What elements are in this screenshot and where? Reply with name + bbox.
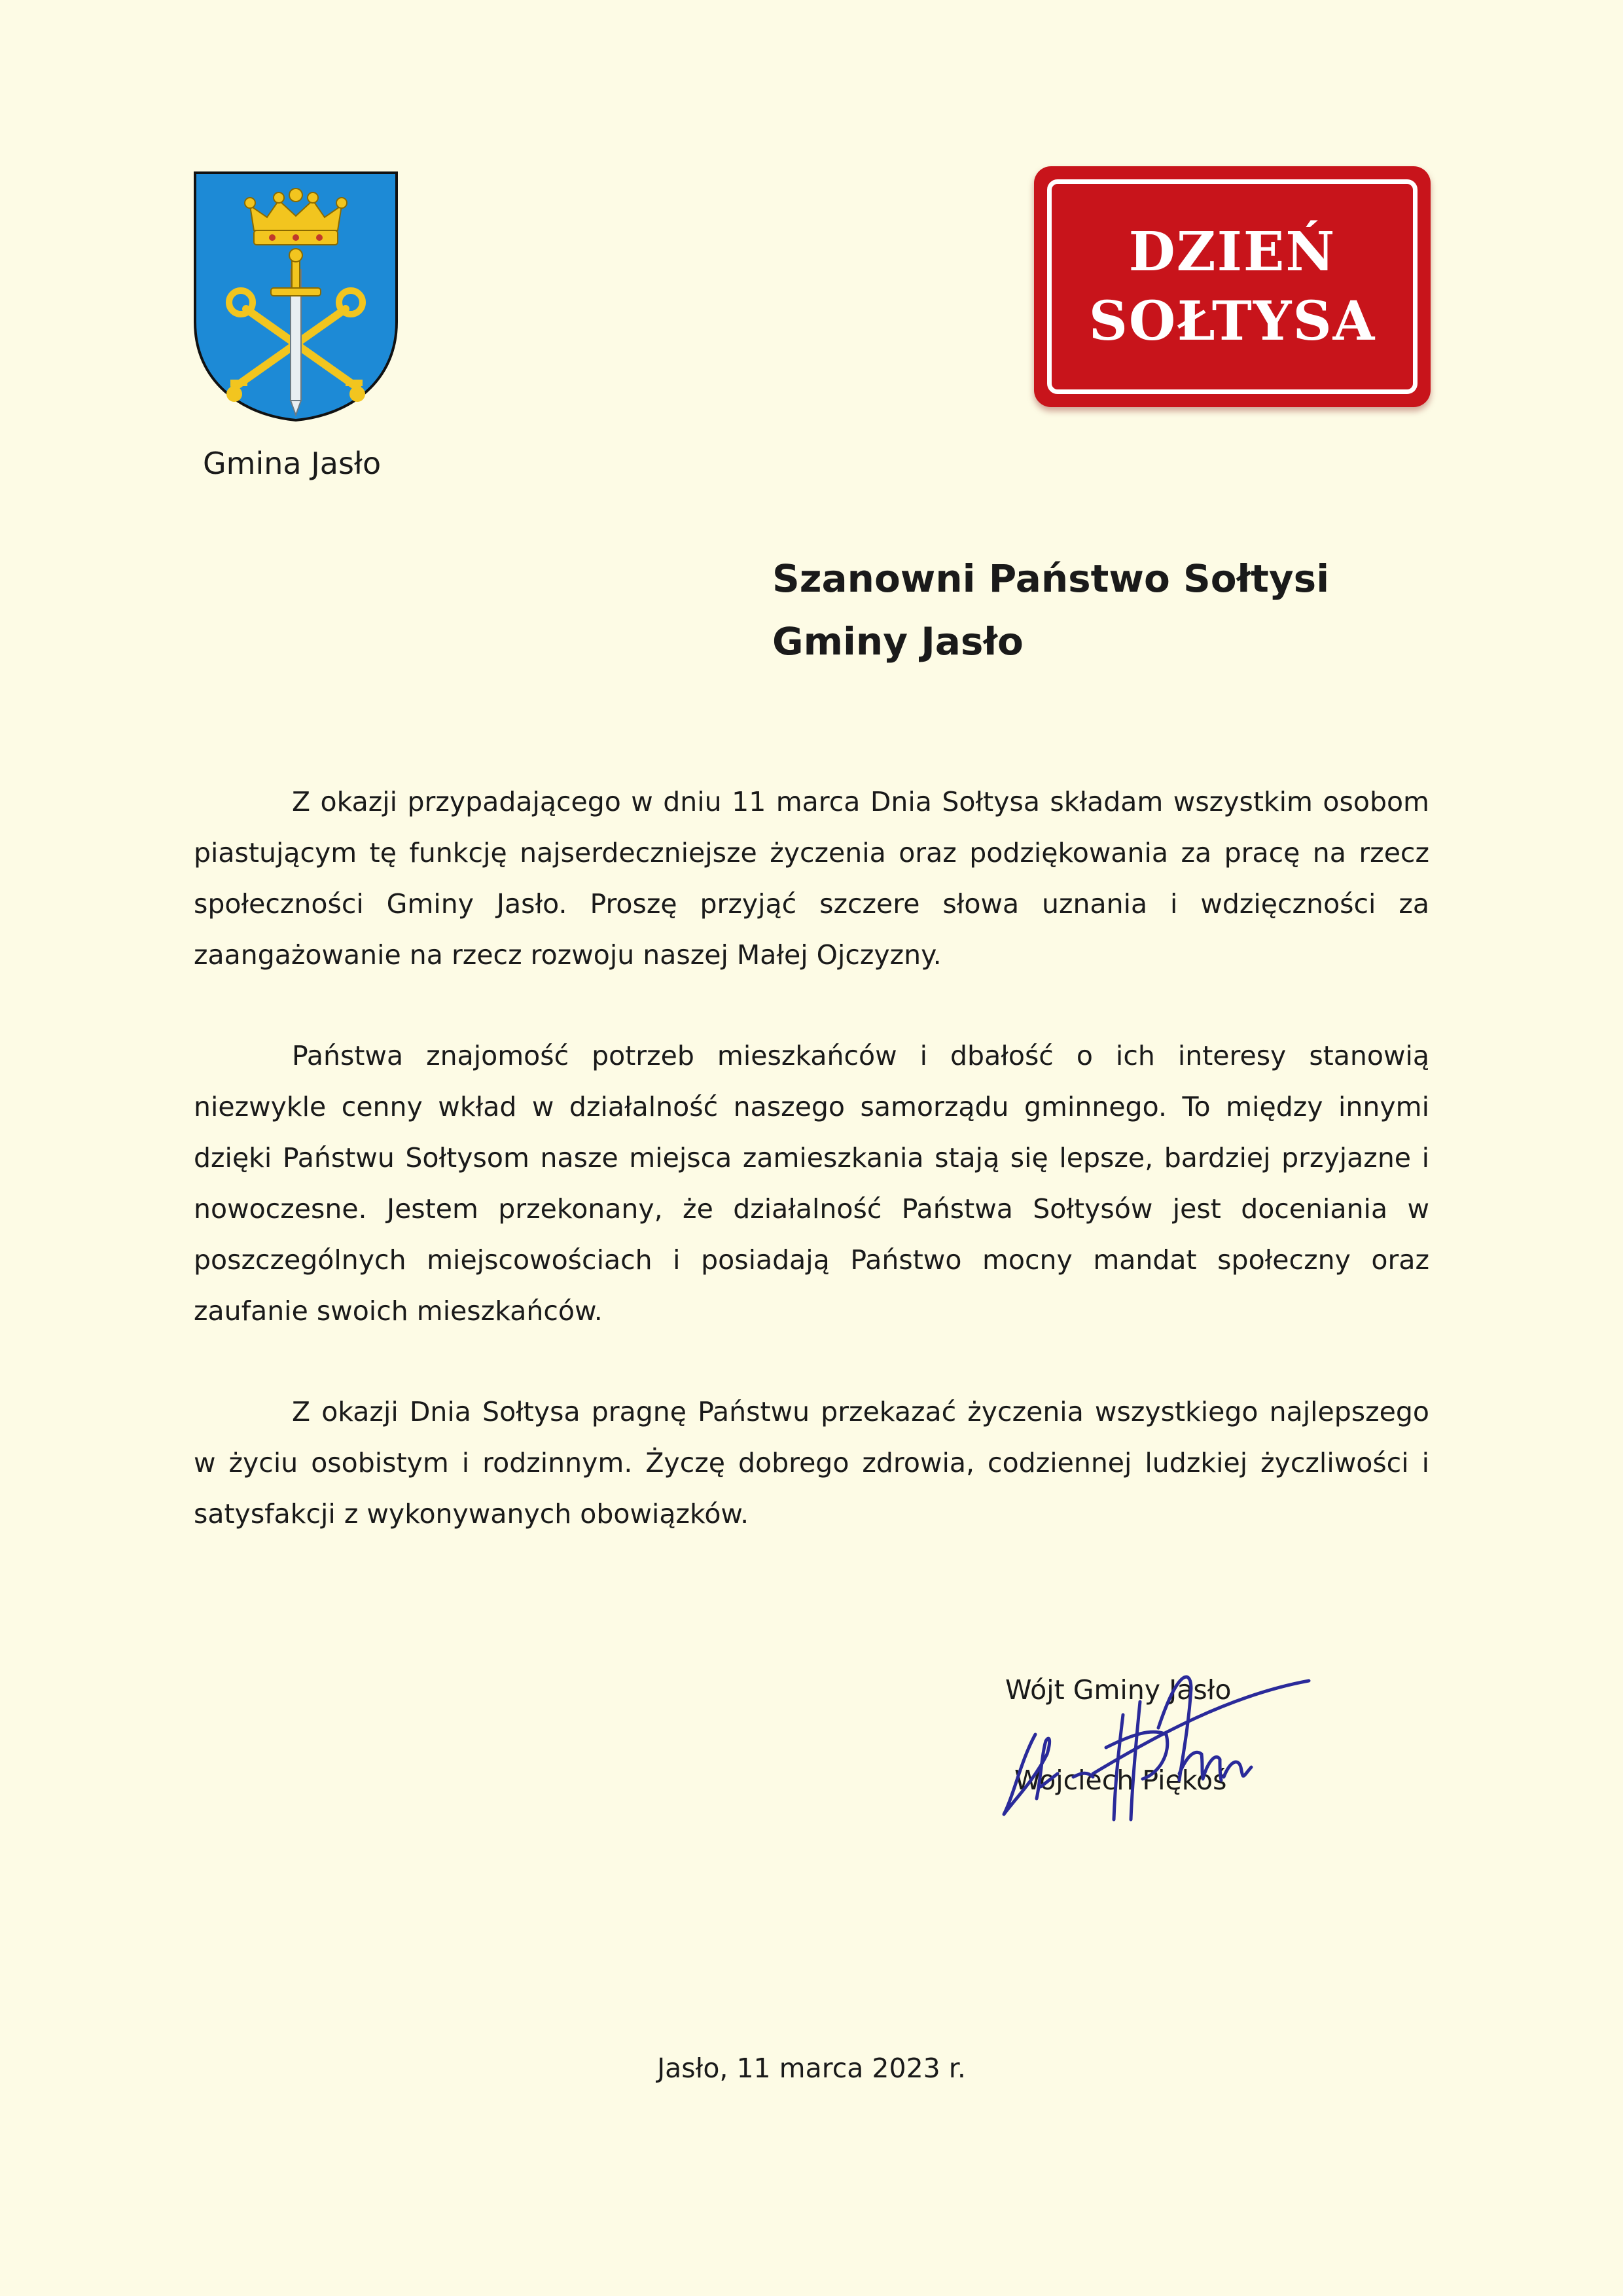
salutation-heading [772,547,1329,673]
paragraph-2: Państwa znajomość potrzeb mieszkańców i dbałość o ich interesy stanowią niezwykle cenny wkład w działalność naszego samorządu gminnego. To między innymi dzięki Państwu Sołtysom nasze miejsca zamieszkania stają się lepsze, bardziej przyjazne i nowoczesne. Jestem przekonany, że działalność Państwa Sołtysów jest doceniania w poszczególnych miejscowościach i posiadają Państwo mocny mandat społeczny oraz zaufanie swoich mieszkańców. [194,1040,1429,1327]
salutation-line-1: Szanowni Państwo Sołtysi [772,556,1330,601]
badge-frame [1047,179,1418,394]
badge-line-2: SOŁTYSA [1088,290,1376,353]
letter-body [194,776,1429,1589]
gmina-label: Gmina Jasło [203,446,382,481]
signer-title: Wójt Gminy Jasło [1005,1674,1232,1706]
coat-of-arms-icon [194,171,398,422]
salutation-line-2: Gminy Jasło [772,619,1024,664]
place-and-date: Jasło, 11 marca 2023 r. [657,2053,966,2084]
paragraph-3: Z okazji Dnia Sołtysa pragnę Państwu przekazać życzenia wszystkiego najlepszego w życiu osobistym i rodzinnym. Życzę dobrego zdrowia, codziennej ludzkiej życzliwości i satysfakcji z wykonywanych obowiązków. [194,1396,1429,1530]
signer-name: Wojciech Piękoś [1014,1765,1227,1796]
dzien-soltysa-badge [1034,166,1431,407]
paragraph-1: Z okazji przypadającego w dniu 11 marca Dnia Sołtysa składam wszystkim osobom piastującym tę funkcję najserdeczniejsze życzenia oraz podziękowania za pracę na rzecz społeczności Gminy Jasło. Proszę przyjąć szczere słowa uznania i wdzięczności za zaangażowanie na rzecz rozwoju naszej Małej Ojczyzny. [194,786,1429,971]
badge-line-1: DZIEŃ [1128,221,1336,283]
handwritten-signature [995,1643,1322,1839]
